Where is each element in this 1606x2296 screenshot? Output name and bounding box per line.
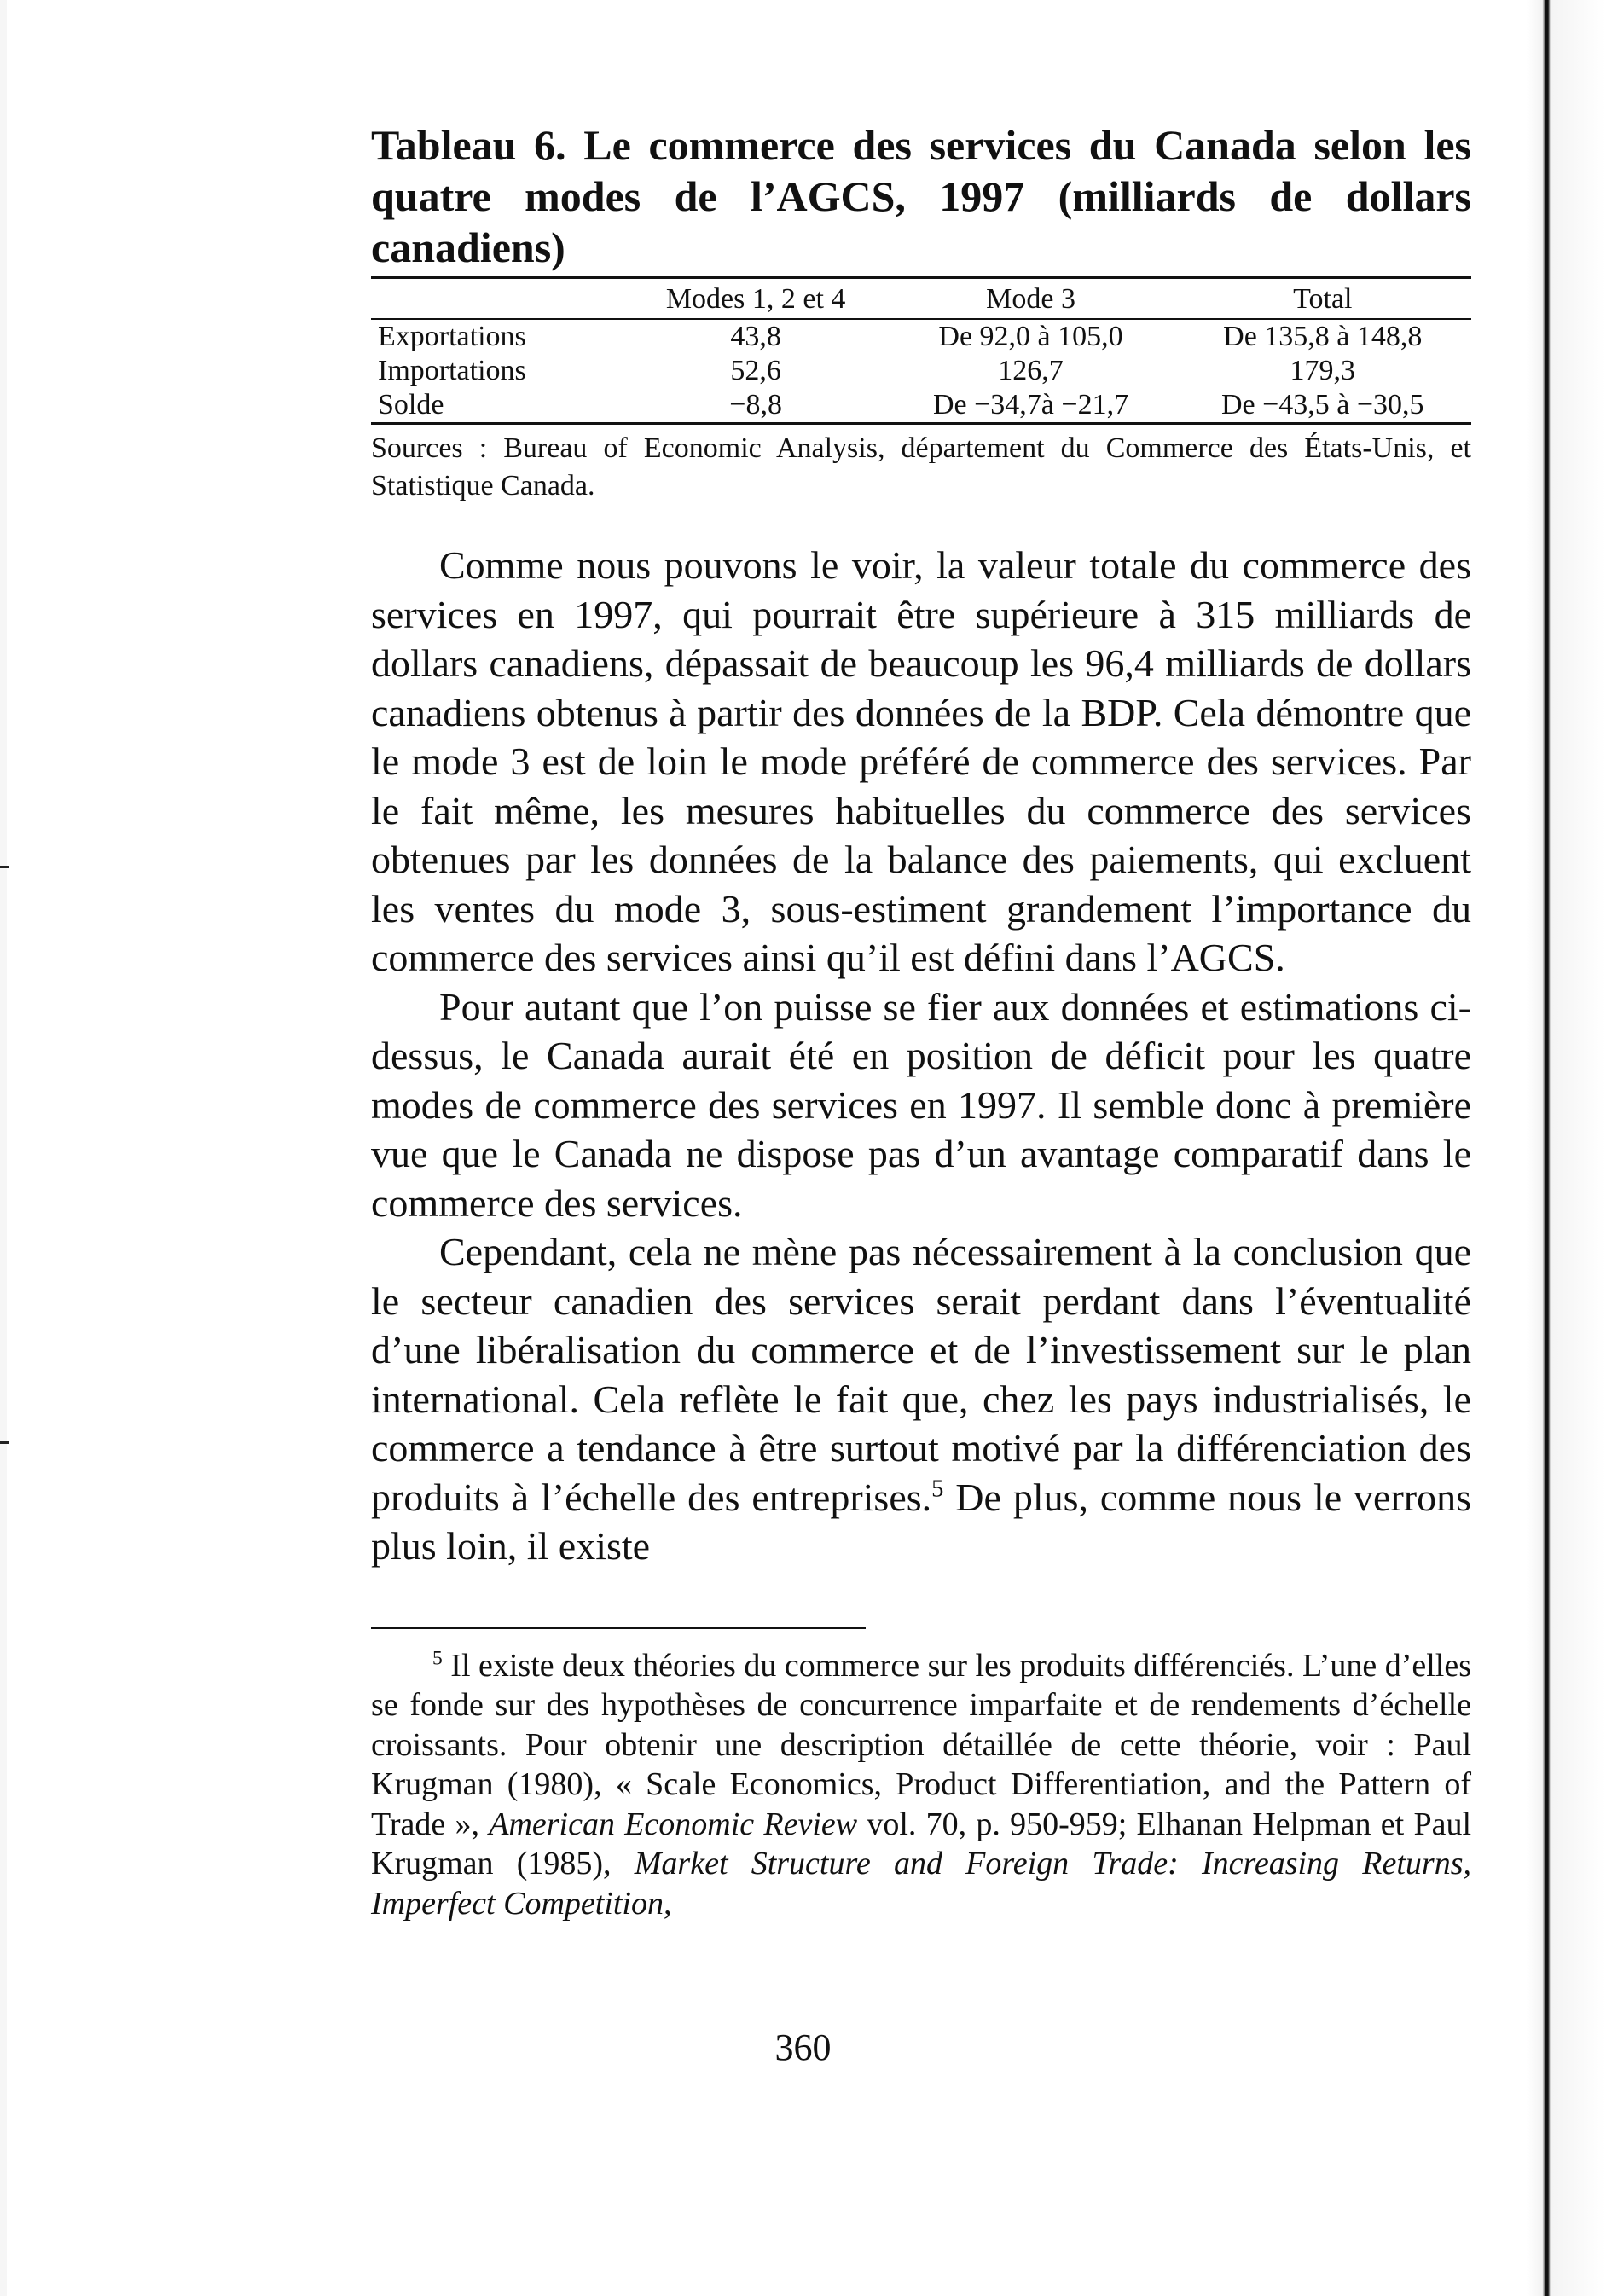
footnote-text: Il existe deux théories du commerce sur les produits différenciés. L’une d’elles se fonde sur des hypothèses de concurrence imparfaite et de rendements d’échelle croissants. Pour obtenir une description détaillée de cette théorie, voir : Paul Krugman (1980), « Scale Economics, Product Differentiation, and the Pattern of Trade », — [371, 1647, 1471, 1842]
table-cell: De 135,8 à 148,8 — [1223, 321, 1423, 352]
table-cell: 52,6 — [730, 355, 781, 386]
row-label: Exportations — [378, 321, 526, 352]
scan-left-edge — [0, 0, 7, 2296]
journal-title: American Economic Review — [489, 1806, 858, 1842]
table-row — [371, 388, 1471, 424]
page-number: 360 — [774, 2026, 832, 2068]
table-cell: De 92,0 à 105,0 — [938, 321, 1123, 352]
table-sources: Sources : Bureau of Economic Analysis, département du Commerce des États-Unis, et Statistique Canada. — [371, 432, 1471, 502]
table-row — [371, 354, 1471, 388]
body-paragraph — [371, 1227, 1471, 1571]
body-paragraph: Pour autant que l’on puisse se fier aux données et estimations ci-dessus, le Canada aurait été en position de déficit pour les quatre modes de commerce des services en 1997. Il semble donc à première vue que le Canada ne dispose pas d’un avantage comparatif dans le commerce des services. — [371, 984, 1471, 1225]
table-title: Tableau 6. Le commerce des services du Canada selon les quatre modes de l’AGCS, 1997 (milliards de dollars canadiens) — [371, 121, 1471, 271]
scan-margin-mark — [0, 1441, 9, 1444]
table-cell: De −34,7à −21,7 — [888, 388, 1174, 424]
footnote — [371, 1646, 1471, 1924]
footnote-reference[interactable]: 5 — [931, 1476, 944, 1503]
body-paragraph: Comme nous pouvons le voir, la valeur totale du commerce des services en 1997, qui pourrait être supérieure à 315 milliards de dollars canadiens, dépassait de beaucoup les 96,4 milliards de dollars canadiens obtenus à partir des données de la BDP. Cela démontre que le mode 3 est de loin le mode préféré de commerce des services. Par le fait même, les mesures habituelles du commerce des services obtenues par les données de la balance des paiements, qui excluent les ventes du mode 3, sous-estiment grandement l’importance du commerce des services ainsi qu’il est défini dans l’AGCS. — [371, 543, 1471, 979]
table-header-row — [371, 279, 1471, 319]
table-header-cell: Total — [1174, 279, 1471, 319]
table-row — [371, 319, 1471, 354]
trade-table — [371, 279, 1471, 425]
table-header-cell: Mode 3 — [888, 279, 1174, 319]
page-content — [371, 119, 1471, 1923]
table-cell: −8,8 — [624, 388, 888, 424]
table-header-cell — [371, 279, 624, 319]
footnote-marker: 5 — [432, 1646, 443, 1669]
table-cell: 126,7 — [998, 355, 1064, 386]
table-header-cell: Modes 1, 2 et 4 — [624, 279, 888, 319]
table-cell: 43,8 — [730, 321, 781, 352]
row-label: Importations — [378, 355, 526, 386]
footnote-separator — [371, 1627, 866, 1629]
paragraph-text: Cependant, cela ne mène pas nécessairement à la conclusion que le secteur canadien des services serait perdant dans l’éventualité d’une libéralisation du commerce et de l’investissement sur le plan international. Cela reflète le fait que, chez les pays industrialisés, le commerce a tendance à être surtout motivé par la différenciation des produits à l’échelle des entreprises. — [371, 1230, 1471, 1519]
table-cell: 179,3 — [1290, 355, 1356, 386]
paragraph-text: De plus, comme nous le verrons plus loin, il existe — [371, 1475, 1471, 1568]
scan-margin-mark — [0, 866, 9, 868]
table-cell: De −43,5 à −30,5 — [1174, 388, 1471, 424]
row-label: Solde — [371, 388, 624, 424]
footnote-text: vol. 70, p. 950-959; Elhanan Helpman et Paul Krugman (1985), — [371, 1806, 1472, 1881]
book-title: Market Structure and Foreign Trade: Increasing Returns, Imperfect Competition, — [371, 1846, 1471, 1922]
book-binding-edge — [1527, 0, 1606, 2296]
